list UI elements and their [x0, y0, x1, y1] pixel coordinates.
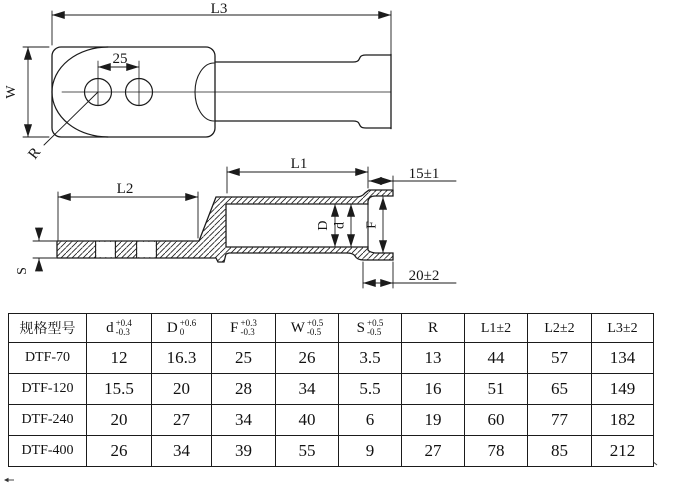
cursor-artifact-left	[4, 478, 9, 482]
radius-label: R	[25, 144, 45, 163]
dim-hole-spacing	[98, 51, 139, 67]
model-cell: DTF-400	[9, 436, 87, 467]
section-view	[15, 156, 456, 288]
value-cell: 12	[87, 343, 152, 374]
model-cell: DTF-240	[9, 405, 87, 436]
col-header-L1: L1±2	[465, 314, 528, 343]
value-cell: 182	[592, 405, 654, 436]
dim-hole-spacing-label: 25	[112, 51, 128, 67]
value-cell: 28	[212, 374, 276, 405]
model-cell: DTF-70	[9, 343, 87, 374]
table-row	[9, 405, 654, 436]
dim-flare-top	[369, 166, 456, 189]
value-cell: 44	[465, 343, 528, 374]
value-cell: 19	[402, 405, 465, 436]
value-cell: 26	[87, 436, 152, 467]
top-view	[4, 1, 391, 162]
dim-l3	[52, 1, 391, 53]
value-cell: 20	[87, 405, 152, 436]
col-header-model: 规格型号	[9, 314, 87, 343]
spec-table	[8, 313, 654, 467]
value-cell: 26	[276, 343, 339, 374]
value-cell: 3.5	[339, 343, 402, 374]
barrel-bottom-edge	[215, 121, 391, 128]
value-cell: 60	[465, 405, 528, 436]
col-header-d: d +0.4 -0.3	[87, 314, 152, 343]
value-cell: 149	[592, 374, 654, 405]
col-header-W: W +0.5 -0.5	[276, 314, 339, 343]
dim-l2-label: L2	[116, 181, 134, 197]
table-header-row	[9, 314, 654, 343]
barrel-plan-outline	[195, 54, 391, 129]
value-cell: 13	[402, 343, 465, 374]
col-header-S: S +0.5 -0.5	[339, 314, 402, 343]
value-cell: 34	[276, 374, 339, 405]
value-cell: 134	[592, 343, 654, 374]
value-cell: 5.5	[339, 374, 402, 405]
tolerance-stack: +0.5 -0.5	[367, 317, 384, 337]
col-header-L3: L3±2	[592, 314, 654, 343]
tolerance-stack: +0.4 -0.3	[115, 317, 132, 337]
dim-bore-outer-label: D	[316, 220, 331, 231]
value-cell: 27	[402, 436, 465, 467]
table-row	[9, 436, 654, 467]
barrel-top-edge	[215, 55, 391, 62]
value-cell: 85	[528, 436, 592, 467]
value-cell: 65	[528, 374, 592, 405]
dim-l2	[58, 181, 198, 240]
col-header-D: D +0.6 0	[152, 314, 212, 343]
value-cell: 34	[212, 405, 276, 436]
dim-bore-inner-label: d	[332, 222, 348, 229]
tolerance-stack: +0.6 0	[179, 317, 197, 337]
value-cell: 15.5	[87, 374, 152, 405]
dim-flare-top-label: 15±1	[408, 166, 440, 182]
dim-l1-label: L1	[290, 156, 308, 172]
dim-flare-bottom-label: 20±2	[408, 268, 440, 284]
dim-thickness	[15, 228, 56, 275]
value-cell: 16.3	[152, 343, 212, 374]
tolerance-stack: +0.5 -0.5	[306, 317, 324, 337]
radius-callout	[25, 92, 98, 162]
dim-l1	[227, 156, 368, 193]
model-cell: DTF-120	[9, 374, 87, 405]
dim-flare-bottom	[363, 262, 456, 288]
dim-width-label: W	[4, 85, 19, 99]
value-cell: 40	[276, 405, 339, 436]
value-cell: 20	[152, 374, 212, 405]
dim-width	[4, 47, 49, 137]
dim-flare-diameter-label: F	[364, 221, 380, 229]
dim-flare-diameter	[365, 197, 384, 253]
value-cell: 77	[528, 405, 592, 436]
value-cell: 16	[402, 374, 465, 405]
palm-hole-gap-right	[137, 242, 156, 257]
value-cell: 27	[152, 405, 212, 436]
value-cell: 9	[339, 436, 402, 467]
value-cell: 212	[592, 436, 654, 467]
col-header-F: F +0.3 -0.3	[212, 314, 276, 343]
value-cell: 57	[528, 343, 592, 374]
table-row	[9, 374, 654, 405]
dim-thickness-label: S	[15, 267, 30, 275]
value-cell: 55	[276, 436, 339, 467]
value-cell: 39	[212, 436, 276, 467]
palm-hole-gap-left	[96, 242, 115, 257]
table-row	[9, 343, 654, 374]
tolerance-stack: +0.3 -0.3	[240, 317, 257, 337]
value-cell: 6	[339, 405, 402, 436]
value-cell: 25	[212, 343, 276, 374]
col-header-L2: L2±2	[528, 314, 592, 343]
dim-l3-label: L3	[210, 1, 228, 17]
value-cell: 78	[465, 436, 528, 467]
value-cell: 51	[465, 374, 528, 405]
col-header-R: R	[402, 314, 465, 343]
value-cell: 34	[152, 436, 212, 467]
